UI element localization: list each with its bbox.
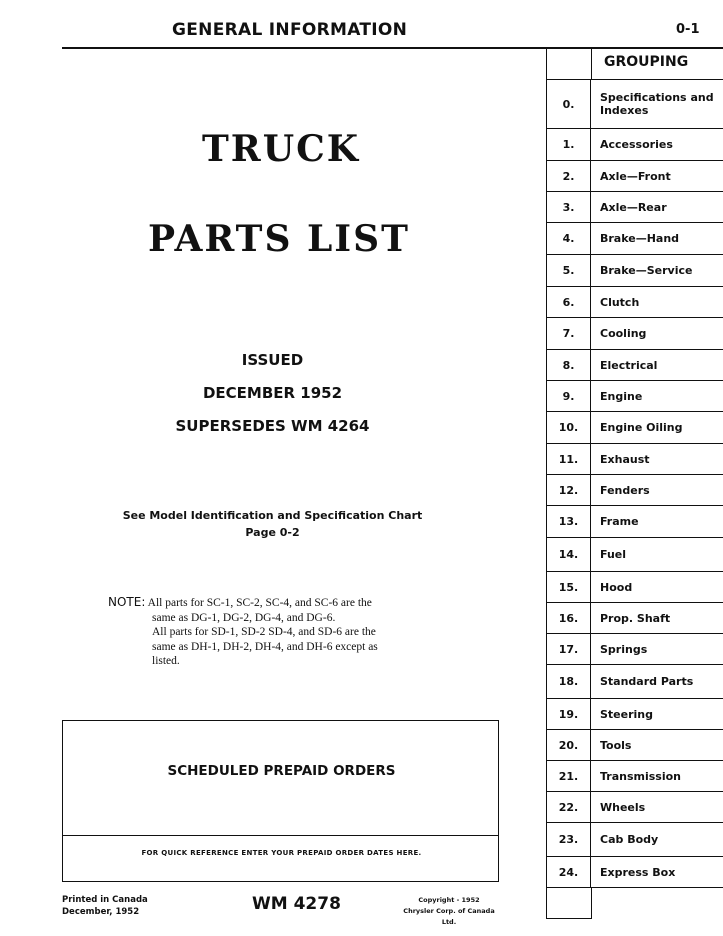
grouping-label: Hood [600,580,633,594]
grouping-number: 24. [547,857,591,887]
section-title: GENERAL INFORMATION [172,20,408,40]
grouping-label: Steering [600,707,654,721]
grouping-number: 4. [547,223,591,254]
grouping-number: 2. [547,161,591,191]
grouping-number: 21. [547,761,591,791]
grouping-label: Fuel [600,548,627,561]
grouping-number: 18. [547,665,591,698]
grouping-label: Accessories [600,138,673,151]
prepaid-orders-box [62,720,499,882]
grouping-number: 19. [547,699,591,729]
grouping-row [547,730,723,761]
grouping-number: 15. [547,572,591,602]
grouping-number: 9. [547,381,591,411]
grouping-number: 22. [547,792,591,822]
grouping-label: Springs [600,642,648,656]
grouping-header-num-cell [547,47,592,79]
issued-label: ISSUED [241,351,304,369]
grouping-row [547,381,723,412]
grouping-table [546,47,723,919]
grouping-number: 14. [547,538,591,571]
grouping-row [547,192,723,223]
copyright-year: Copyright - 1952 [418,896,480,904]
grouping-label: Engine Oiling [600,421,683,434]
grouping-label: Cab Body [600,833,659,846]
grouping-row [547,223,723,255]
copyright-info [395,895,503,928]
grouping-label: Wheels [600,800,646,814]
note-line: All parts for SD-1, SD-2 SD-4, and SD-6 are the [152,626,376,639]
note-block [108,595,378,669]
grouping-number: 3. [547,192,591,222]
grouping-label: Exhaust [600,452,650,466]
grouping-number: 10. [547,412,591,443]
note-line: same as DG-1, DG-2, DG-4, and DG-6. [152,611,336,624]
grouping-label: Standard Parts [600,675,694,688]
grouping-number: 0. [547,80,591,128]
grouping-row [547,761,723,792]
grouping-footer-num-cell [547,888,592,919]
grouping-label: Specifications and Indexes [600,91,714,117]
prepaid-divider [63,835,498,836]
printed-location: Printed in Canada [62,895,148,905]
grouping-number: 16. [547,603,591,633]
grouping-label: Express Box [600,865,676,879]
grouping-label: Clutch [600,295,640,309]
grouping-label: Electrical [600,358,658,372]
note-label: NOTE: [108,595,146,609]
note-line [108,595,378,611]
grouping-row [547,287,723,318]
grouping-row [547,857,723,888]
grouping-number: 23. [547,823,591,856]
grouping-row [547,80,723,129]
title-parts-list: PARTS LIST [148,218,410,260]
grouping-number: 13. [547,506,591,537]
grouping-row [547,823,723,857]
grouping-row [547,634,723,665]
prepaid-orders-note: FOR QUICK REFERENCE ENTER YOUR PREPAID ORDER DATES HERE. [141,849,422,857]
note-line: same as DH-1, DH-2, DH-4, and DH-6 except as [152,640,378,653]
grouping-label: Engine [600,389,643,403]
see-model-reference: See Model Identification and Specification Chart [122,509,423,522]
note-text: All parts for SC-1, SC-2, SC-4, and SC-6 are the [147,597,372,609]
issue-date: DECEMBER 1952 [202,384,343,402]
grouping-label: Axle—Front [600,169,671,183]
grouping-row [547,444,723,475]
grouping-title: GROUPING [604,54,689,70]
supersedes-text: SUPERSEDES WM 4264 [175,417,370,435]
grouping-row [547,792,723,823]
grouping-row [547,318,723,350]
grouping-row [547,350,723,381]
grouping-number: 17. [547,634,591,664]
grouping-number: 8. [547,350,591,380]
grouping-number: 20. [547,730,591,760]
grouping-number: 5. [547,255,591,286]
grouping-footer-cell [547,888,723,919]
grouping-row [547,603,723,634]
prepaid-orders-title: SCHEDULED PREPAID ORDERS [167,763,396,779]
note-line: listed. [152,655,180,668]
grouping-number: 6. [547,287,591,317]
grouping-label: Prop. Shaft [600,611,671,625]
grouping-number: 11. [547,444,591,474]
grouping-label: Tools [600,738,632,752]
grouping-row [547,665,723,699]
grouping-number: 12. [547,475,591,505]
grouping-row [547,475,723,506]
printed-date: December, 1952 [62,907,140,917]
page-number: 0-1 [676,22,700,37]
copyright-holder: Chrysler Corp. of Canada Ltd. [403,907,495,926]
grouping-row [547,129,723,161]
grouping-label: Brake—Service [600,264,693,277]
grouping-row [547,506,723,538]
grouping-row [547,572,723,603]
grouping-number: 1. [547,129,591,160]
grouping-label: Transmission [600,769,682,783]
see-model-page: Page 0-2 [245,526,300,539]
grouping-label: Axle—Rear [600,200,667,214]
grouping-row [547,255,723,287]
grouping-header [547,47,723,80]
grouping-label: Frame [600,515,639,528]
grouping-label: Brake—Hand [600,232,680,245]
form-number: WM 4278 [252,894,341,914]
grouping-number: 7. [547,318,591,349]
grouping-rows [547,80,723,888]
grouping-label: Cooling [600,327,647,340]
title-truck: TRUCK [202,128,361,170]
grouping-row [547,699,723,730]
grouping-label: Fenders [600,483,650,497]
printed-info [62,894,148,918]
grouping-row [547,161,723,192]
grouping-row [547,412,723,444]
grouping-row [547,538,723,572]
